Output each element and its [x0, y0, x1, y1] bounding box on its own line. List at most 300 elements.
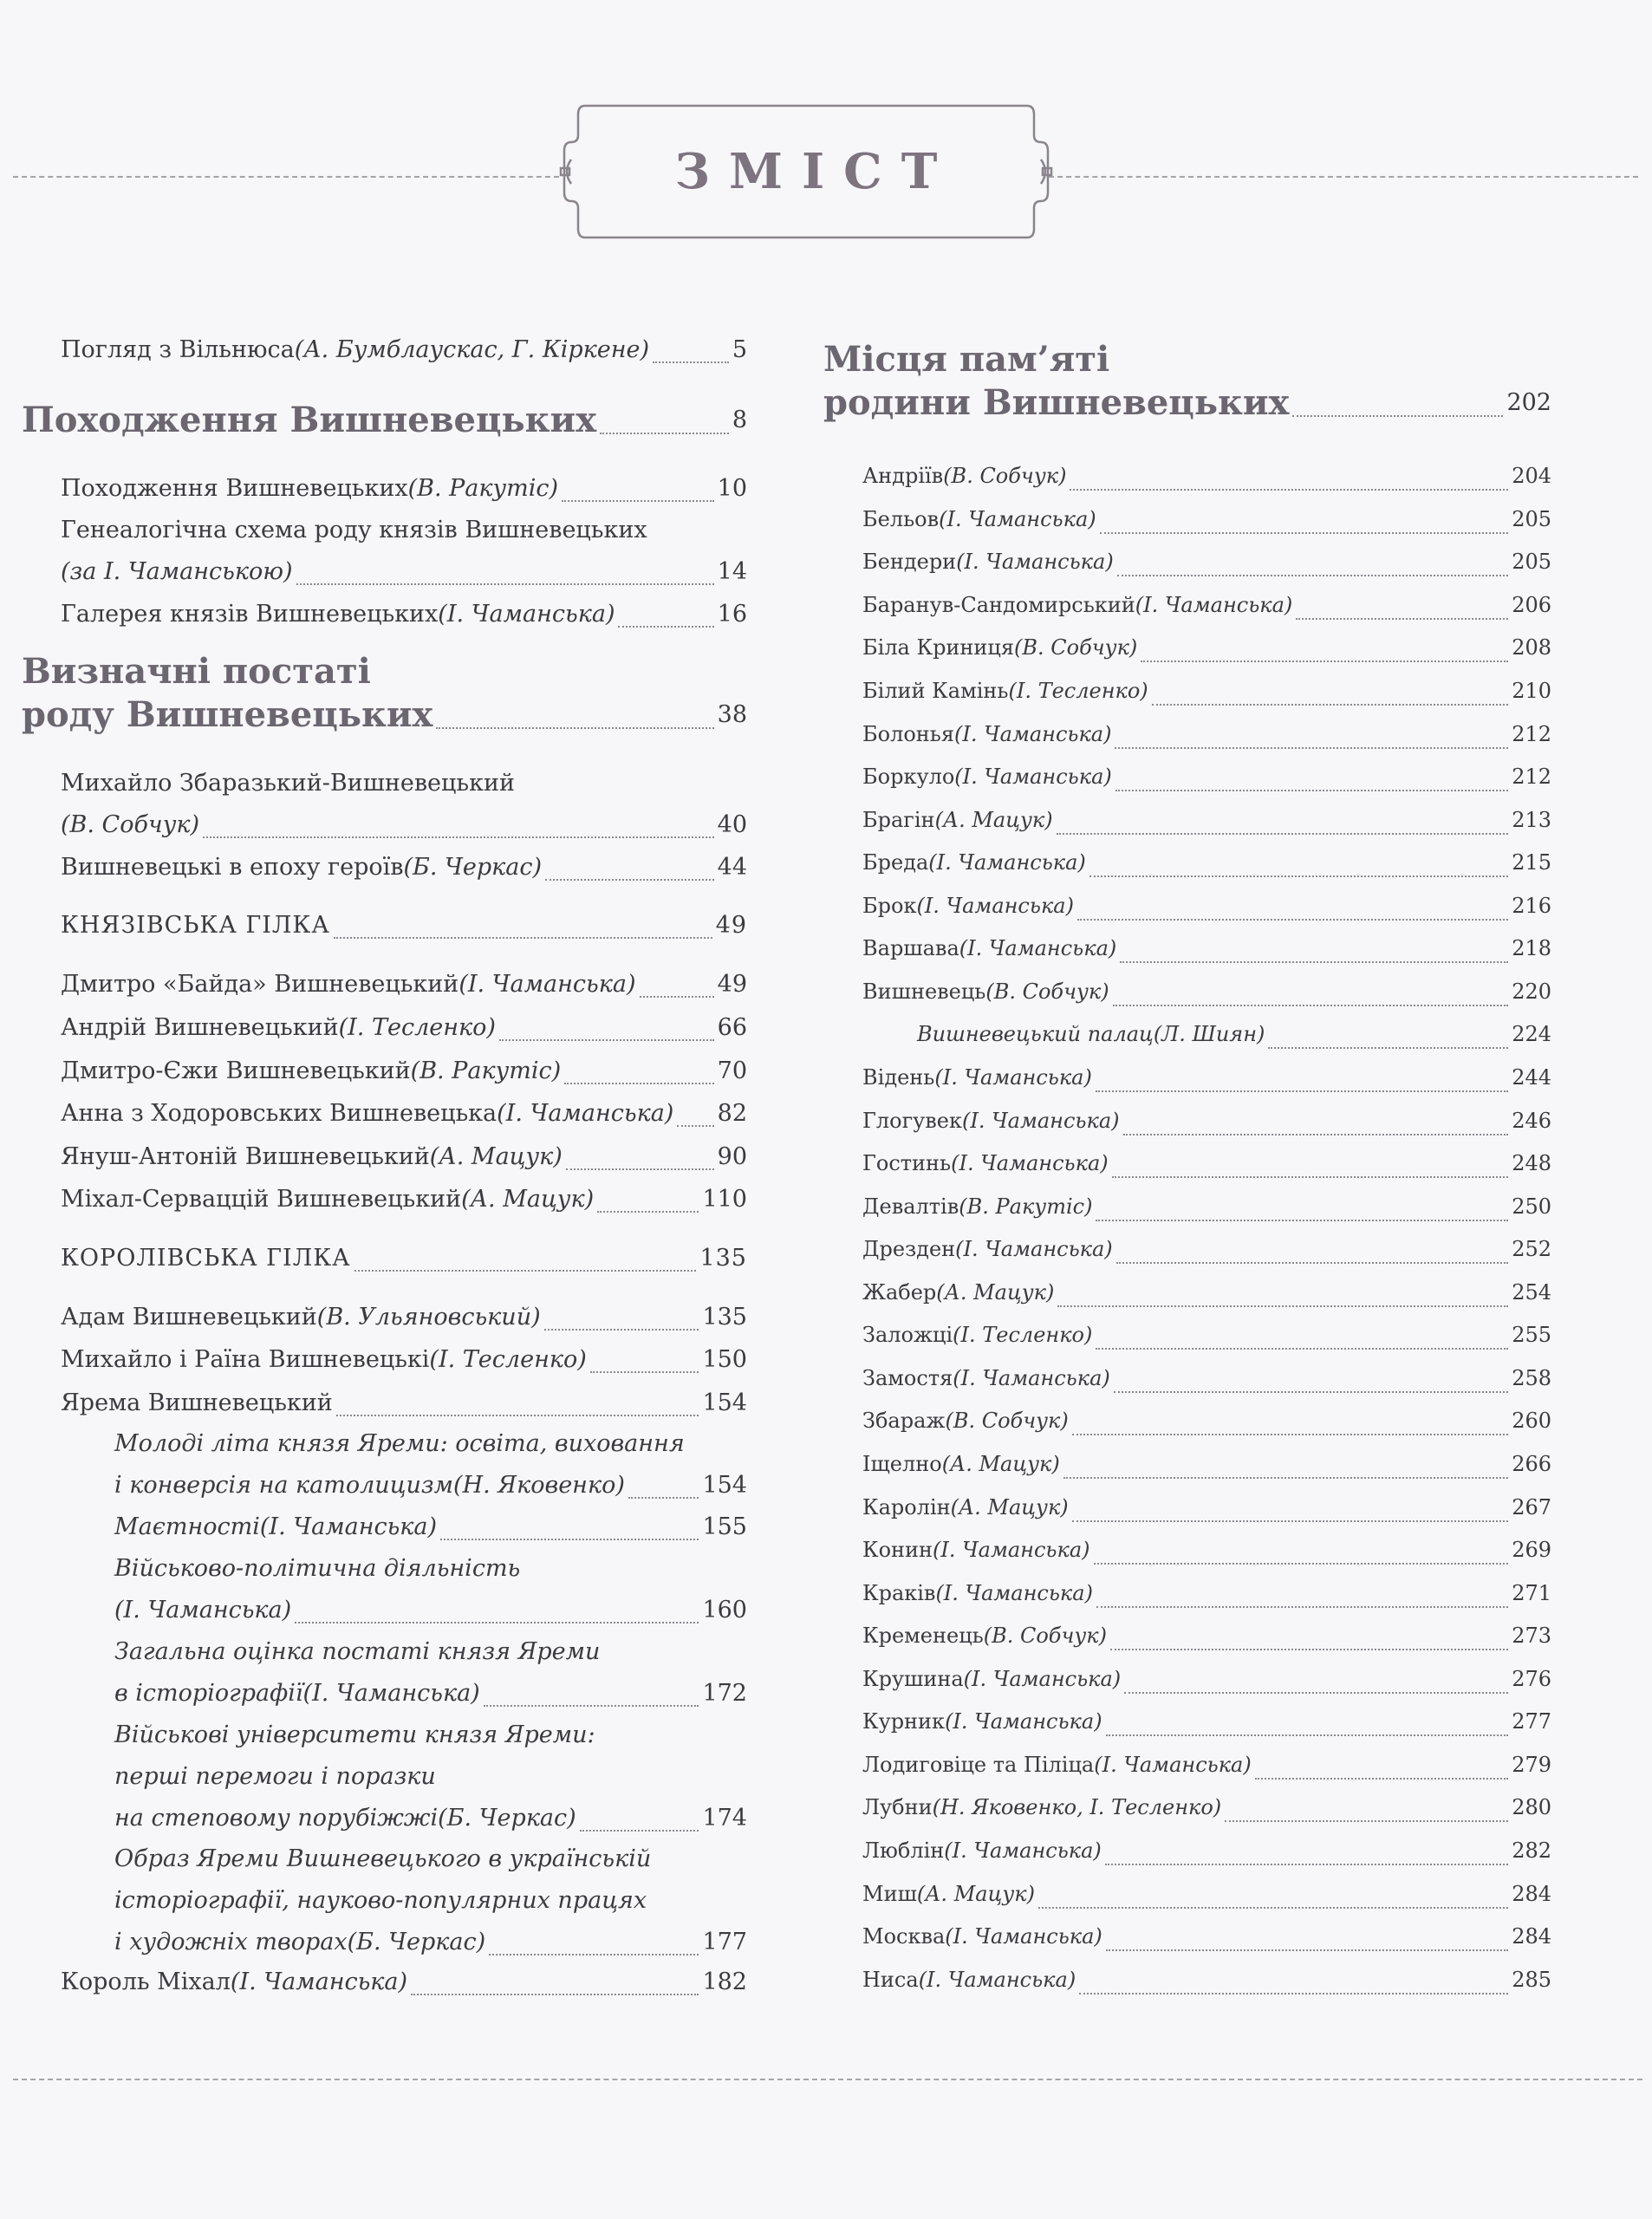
toc-entry-text: на степовому порубіжжі	[114, 1805, 439, 1832]
toc-entry	[61, 905, 747, 947]
toc-entry-author: (І. Тесленко)	[953, 1323, 1093, 1347]
toc-page-number: 44	[717, 854, 747, 881]
toc-entry	[862, 455, 1551, 498]
dot-leader	[1096, 1606, 1508, 1608]
toc-entry-author: (Н. Яковенко, І. Тесленко)	[932, 1795, 1222, 1819]
toc-entry-title	[862, 584, 1551, 628]
toc-entry-text: в історіографії	[114, 1680, 303, 1707]
toc-entry-author: (В. Ракутіс)	[410, 1057, 562, 1084]
toc-entry-title	[61, 1093, 747, 1135]
toc-entry-text: Курник	[862, 1709, 946, 1734]
toc-entry-author: (І. Чаманська)	[459, 971, 636, 998]
toc-entry-author: (А. Мацук)	[461, 1186, 595, 1213]
toc-entry-title	[61, 1051, 747, 1092]
toc-entry-title	[862, 927, 1551, 971]
toc-entry-author: (І. Чаманська)	[945, 1924, 1102, 1949]
toc-page-number: 271	[1512, 1581, 1551, 1605]
toc-entry-title	[61, 847, 747, 888]
toc-page-number: 213	[1512, 808, 1551, 832]
toc-entry	[114, 1715, 747, 1839]
toc-page-number: 110	[702, 1186, 747, 1213]
toc-entry-title	[862, 1314, 1551, 1357]
toc-entry-author: (І. Чаманська)	[259, 1513, 438, 1540]
toc-entry-title	[862, 1057, 1551, 1100]
toc-entry-text: Кременець	[862, 1624, 984, 1648]
toc-entry	[61, 1007, 747, 1049]
dot-leader	[411, 1994, 699, 1995]
toc-page-number: 216	[1512, 894, 1551, 918]
toc-entry	[862, 1786, 1551, 1830]
toc-entry-text: Анна з Ходоровських Вишневецька	[61, 1100, 498, 1127]
toc-entry-text: Походження Вишневецьких	[61, 475, 408, 502]
toc-entry-text: Походження Вишневецьких	[22, 400, 597, 440]
dot-leader	[544, 1329, 699, 1331]
dot-leader	[1296, 618, 1508, 620]
toc-entry-text: Брок	[862, 894, 917, 918]
dot-leader	[653, 361, 729, 363]
toc-page-number: 204	[1512, 464, 1551, 488]
toc-entry-author: (А. Мацук)	[936, 1280, 1055, 1305]
toc-entry-title	[862, 1786, 1551, 1830]
toc-entry-author: (І. Чаманська)	[1094, 1753, 1252, 1777]
toc-entry-author: (І. Чаманська)	[1135, 593, 1293, 617]
toc-page-number: 218	[1512, 936, 1551, 960]
toc-entry-text: Девалтів	[862, 1194, 959, 1219]
toc-entry-author: (І. Чаманська)	[114, 1597, 292, 1624]
toc-entry-text: Маєтності	[114, 1513, 260, 1540]
toc-page-number: 250	[1512, 1194, 1551, 1219]
toc-entry-title	[823, 381, 1551, 425]
toc-page-number: 269	[1512, 1538, 1551, 1562]
toc-page-number: 8	[732, 407, 747, 433]
toc-entry-text: Михайло і Раїна Вишневецькі	[61, 1346, 430, 1373]
toc-entry-text: Міхал-Серваццій Вишневецький	[61, 1186, 462, 1213]
toc-entry-text: Каролін	[862, 1495, 951, 1519]
toc-page-number: 212	[1512, 765, 1551, 789]
toc-page-number: 266	[1512, 1452, 1551, 1476]
toc-page-number: 285	[1512, 1968, 1551, 1992]
toc-entry-title	[862, 1744, 1551, 1787]
toc-entry-title	[114, 1922, 747, 1963]
dot-leader	[545, 879, 714, 881]
toc-page-number: 280	[1512, 1795, 1551, 1819]
toc-entry	[862, 1959, 1551, 2002]
toc-entry-author: (В. Ракутіс)	[407, 475, 559, 502]
toc-entry	[862, 1658, 1551, 1702]
bottom-rule	[13, 2079, 1642, 2080]
toc-entry-author: (А. Мацук)	[916, 1882, 1035, 1906]
toc-entry	[61, 847, 747, 888]
dot-leader	[1070, 489, 1508, 491]
toc-entry	[862, 1228, 1551, 1272]
dot-leader	[1116, 1262, 1509, 1264]
toc-page-number: 160	[702, 1597, 747, 1624]
toc-entry	[862, 1916, 1551, 1959]
toc-entry-text: Боркуло	[862, 765, 955, 789]
dot-leader	[1057, 1305, 1508, 1307]
toc-entry-text: Збараж	[862, 1409, 946, 1433]
toc-entry-line: Військово-політична діяльність	[114, 1555, 521, 1582]
dot-leader	[1110, 1649, 1508, 1650]
toc-entry	[862, 927, 1551, 971]
toc-page-number: 66	[717, 1014, 747, 1041]
toc-entry	[862, 1272, 1551, 1315]
toc-page-number: 182	[702, 1968, 747, 1995]
toc-page-number: 212	[1512, 722, 1551, 746]
toc-entry-title	[862, 842, 1551, 885]
toc-entry-author: (В. Собчук)	[943, 464, 1067, 488]
dot-leader	[336, 1415, 699, 1416]
toc-entry-title	[61, 1136, 747, 1178]
toc-entry-author: (І. Тесленко)	[429, 1346, 587, 1373]
toc-entry-title	[862, 1529, 1551, 1572]
toc-entry-author: (Б. Черкас)	[347, 1929, 486, 1955]
dot-leader	[1106, 1949, 1508, 1951]
dot-leader	[1096, 1348, 1508, 1350]
toc-entry-author: (І. Чаманська)	[933, 1538, 1090, 1562]
toc-entry	[862, 1400, 1551, 1443]
toc-entry-author: (А. Мацук)	[934, 808, 1053, 832]
toc-entry-title	[862, 1572, 1551, 1616]
toc-entry-text: Андрій Вишневецький	[61, 1014, 339, 1041]
toc-entry	[862, 1142, 1551, 1186]
dot-leader	[566, 1168, 714, 1170]
toc-entry	[61, 1238, 747, 1279]
dot-leader	[1123, 1134, 1509, 1136]
toc-entry-title	[61, 1339, 747, 1381]
toc-entry-author: (І. Тесленко)	[1008, 679, 1148, 703]
toc-entry	[862, 756, 1551, 799]
toc-entry	[862, 670, 1551, 713]
toc-entry	[862, 627, 1551, 670]
dot-leader	[295, 1622, 699, 1624]
toc-page-number: 260	[1512, 1409, 1551, 1433]
dot-leader	[1038, 1907, 1508, 1909]
toc-entry-author: (І. Чаманська)	[302, 1680, 480, 1707]
toc-entry-text: Бельов	[862, 507, 940, 531]
toc-entry-text: Андріїв	[862, 464, 944, 488]
toc-page-number: 284	[1512, 1924, 1551, 1949]
dot-leader	[1114, 1391, 1508, 1393]
toc-entry-text: Дмитро-Єжи Вишневецький	[61, 1057, 411, 1084]
dot-leader	[580, 1830, 699, 1832]
toc-entry-line: перші перемоги і поразки	[114, 1763, 436, 1790]
toc-entry-text: Миш	[862, 1882, 917, 1906]
toc-entry	[862, 541, 1551, 584]
toc-entry-title	[61, 551, 747, 593]
toc-page-number: 210	[1512, 679, 1551, 703]
toc-entry-title	[862, 541, 1551, 584]
toc-entry-title	[862, 670, 1551, 713]
toc-entry-text: родини Вишневецьких	[823, 382, 1290, 423]
toc-entry-author: (І. Чаманська)	[956, 550, 1114, 574]
toc-entry-text: Гостинь	[862, 1151, 952, 1175]
dot-leader	[677, 1125, 713, 1127]
toc-entry-author: (І. Тесленко)	[338, 1014, 496, 1041]
toc-entry	[61, 1297, 747, 1338]
toc-entry-author: (І. Чаманська)	[953, 1366, 1110, 1390]
toc-entry	[862, 1744, 1551, 1787]
toc-page-number: 258	[1512, 1366, 1551, 1390]
dot-leader	[600, 433, 729, 434]
dot-leader	[1255, 1778, 1508, 1780]
toc-entry	[61, 1339, 747, 1381]
toc-page-number: 208	[1512, 635, 1551, 660]
toc-entry-line: Генеалогічна схема роду князів Вишневецьких	[61, 517, 647, 543]
toc-entry-text: і художніх творах	[114, 1929, 348, 1955]
toc-entry-text: Дмитро «Байда» Вишневецький	[61, 971, 459, 998]
toc-entry-title	[862, 1959, 1551, 2002]
toc-entry-text: Адам Вишневецький	[61, 1304, 317, 1331]
toc-page-number: 279	[1512, 1753, 1551, 1777]
toc-page-number: 135	[699, 1245, 747, 1272]
toc-page-number: 284	[1512, 1882, 1551, 1906]
dot-leader	[354, 1270, 697, 1272]
toc-page-number: 90	[717, 1143, 747, 1170]
toc-entry-line: Місця пам’яті	[823, 339, 1110, 380]
dot-leader	[1113, 1005, 1509, 1006]
toc-entry	[114, 1548, 747, 1631]
toc-entry	[862, 1057, 1551, 1100]
toc-entry-text: Януш-Антоній Вишневецький	[61, 1143, 430, 1170]
toc-page-number: 174	[702, 1805, 747, 1832]
toc-entry	[61, 964, 747, 1005]
toc-page-number: 277	[1512, 1709, 1551, 1734]
toc-entry-line: Визначні постаті	[22, 651, 371, 692]
toc-entry	[862, 1443, 1551, 1487]
toc-entry-text: Бендери	[862, 550, 957, 574]
toc-entry-title	[862, 971, 1551, 1014]
toc-entry	[862, 799, 1551, 843]
toc-entry-author: (І. Чаманська)	[934, 1065, 1092, 1090]
title-frame	[559, 102, 1053, 241]
toc-entry-text: Ниса	[862, 1968, 919, 1992]
dot-leader	[499, 1039, 714, 1041]
toc-entry-text: Вишневець	[862, 979, 986, 1004]
toc-entry-author: (І. Чаманська)	[962, 1109, 1120, 1133]
toc-entry-title	[862, 1272, 1551, 1315]
toc-entry	[862, 1100, 1551, 1143]
toc-page-number: 10	[717, 475, 747, 502]
toc-page-number: 40	[717, 811, 747, 838]
toc-entry-title	[862, 713, 1551, 757]
toc-entry	[61, 594, 747, 635]
toc-page-number: 205	[1512, 550, 1551, 574]
toc-entry-title	[61, 468, 747, 510]
toc-page-number: 205	[1512, 507, 1551, 531]
toc-entry	[862, 1572, 1551, 1616]
toc-entry	[61, 763, 747, 846]
toc-entry-title	[862, 1615, 1551, 1658]
toc-entry-author: (Н. Яковенко)	[453, 1472, 625, 1499]
toc-entry-text: Замостя	[862, 1366, 953, 1390]
dot-leader	[590, 1371, 699, 1373]
toc-entry-author: (І. Чаманська)	[955, 1237, 1113, 1261]
dot-leader	[203, 836, 714, 838]
toc-entry-title	[862, 1916, 1551, 1959]
toc-entry-text: і конверсія на католицизм	[114, 1472, 454, 1499]
toc-entry	[862, 1873, 1551, 1916]
toc-entry-title	[917, 1013, 1551, 1057]
toc-entry-author: (А. Мацук)	[429, 1143, 563, 1170]
toc-entry-text: Білий Камінь	[862, 679, 1009, 703]
toc-entry-author: (Б. Черкас)	[403, 854, 543, 881]
toc-entry-author: (А. Мацук)	[950, 1495, 1069, 1519]
dot-leader	[1089, 875, 1508, 877]
toc-entry-text: Біла Криниця	[862, 635, 1014, 660]
toc-entry-author: (І. Чаманська)	[916, 894, 1074, 918]
toc-entry-text: Лубни	[862, 1795, 933, 1819]
dot-leader	[1292, 415, 1503, 417]
toc-entry-line: Михайло Збаразький-Вишневецький	[61, 770, 515, 797]
toc-page-number: 202	[1506, 389, 1551, 416]
toc-entry	[61, 1136, 747, 1178]
toc-entry	[61, 329, 747, 371]
toc-entry	[862, 1529, 1551, 1572]
toc-entry	[862, 971, 1551, 1014]
toc-entry-title	[114, 1590, 747, 1631]
dot-leader	[436, 727, 713, 729]
dot-leader	[1115, 790, 1508, 791]
toc-entry-text: Жабер	[862, 1280, 937, 1305]
toc-page-number: 16	[717, 601, 747, 628]
toc-page-number: 49	[717, 971, 747, 998]
dot-leader	[618, 626, 713, 628]
toc-entry-author: (Л. Шиян)	[1153, 1022, 1265, 1046]
toc-entry-text: Вишневецький палац	[917, 1022, 1154, 1046]
dot-leader	[484, 1705, 699, 1707]
toc-entry-author: (І. Чаманська)	[497, 1100, 674, 1127]
dot-leader	[1268, 1047, 1508, 1049]
toc-entry-text: Крушина	[862, 1667, 964, 1691]
toc-entry-text: Люблін	[862, 1838, 945, 1863]
toc-entry-line: історіографії, науково-популярних працях	[114, 1887, 647, 1914]
dot-leader	[1057, 833, 1509, 835]
toc-entry	[22, 650, 747, 737]
toc-entry-author: (І. Чаманська)	[438, 601, 615, 628]
dot-leader	[562, 500, 714, 502]
toc-entry	[862, 885, 1551, 928]
toc-entry-title	[61, 905, 747, 947]
toc-entry-text: Варшава	[862, 936, 959, 960]
toc-entry-text: Краків	[862, 1581, 936, 1605]
dot-leader	[1063, 1477, 1508, 1479]
toc-entry	[114, 1838, 747, 1963]
toc-entry-title	[862, 1701, 1551, 1744]
toc-entry-title	[22, 693, 747, 737]
toc-entry-author: (І. Чаманська)	[939, 507, 1096, 531]
toc-entry-title	[61, 329, 747, 371]
dot-leader	[1096, 1090, 1508, 1092]
toc-entry	[862, 713, 1551, 757]
toc-page-number: 135	[702, 1304, 747, 1331]
toc-entry	[862, 498, 1551, 542]
toc-entry-title	[862, 1830, 1551, 1873]
dot-leader	[597, 1211, 699, 1213]
toc-entry-title	[862, 1487, 1551, 1530]
dot-leader	[296, 583, 714, 585]
toc-entry	[862, 1615, 1551, 1658]
toc-entry-author: (І. Чаманська)	[959, 936, 1117, 960]
dot-leader	[1112, 1176, 1509, 1178]
toc-entry-author: (І. Чаманська)	[945, 1709, 1102, 1734]
dot-leader	[1106, 1734, 1509, 1736]
toc-entry-author: (В. Собчук)	[61, 811, 200, 838]
toc-entry-author: (В. Собчук)	[1014, 635, 1138, 660]
toc-entry-author: (І. Чаманська)	[954, 765, 1112, 789]
toc-page-number: 276	[1512, 1667, 1551, 1691]
toc-entry-text: КОРОЛІВСЬКА ГІЛКА	[61, 1245, 351, 1272]
dot-leader	[334, 937, 712, 939]
toc-entry-text: Заложці	[862, 1323, 953, 1347]
toc-page-number: 252	[1512, 1237, 1551, 1261]
dot-leader	[1117, 575, 1509, 576]
toc-page-number: 38	[717, 701, 747, 728]
toc-entry-text: Вишневецькі в епоху героїв	[61, 854, 404, 881]
toc-entry-author: (В. Собчук)	[985, 979, 1109, 1004]
toc-entry-title	[114, 1673, 747, 1715]
dot-leader	[1079, 1993, 1508, 1994]
toc-entry-author: (І. Чаманська)	[953, 722, 1112, 746]
dot-leader	[1096, 1220, 1508, 1221]
toc-entry	[862, 1357, 1551, 1401]
toc-entry-title	[862, 799, 1551, 843]
dot-leader	[564, 1083, 714, 1084]
toc-entry-author: (В. Собчук)	[945, 1409, 1069, 1433]
toc-entry-title	[862, 1100, 1551, 1143]
toc-entry-text: Король Міхал	[61, 1968, 231, 1995]
toc-entry	[61, 1962, 747, 2003]
toc-entry	[862, 842, 1551, 885]
toc-entry-text: КНЯЗІВСЬКА ГІЛКА	[61, 912, 330, 939]
toc-entry-text: Погляд з Вільнюса	[61, 336, 295, 363]
toc-entry-title	[862, 1873, 1551, 1916]
toc-entry-title	[862, 627, 1551, 670]
toc-entry-title	[862, 1400, 1551, 1443]
toc-page-number: 267	[1512, 1495, 1551, 1519]
toc-entry-title	[114, 1465, 747, 1506]
toc-entry-author: (В. Ульяновський)	[316, 1304, 541, 1331]
toc-entry-author: (А. Бумблаускас, Г. Кіркене)	[294, 336, 650, 363]
toc-entry	[61, 468, 747, 510]
dot-leader	[1100, 532, 1509, 534]
dot-leader	[440, 1539, 699, 1540]
toc-page-number: 150	[702, 1346, 747, 1373]
toc-entry	[114, 1631, 747, 1715]
toc-page-number: 155	[702, 1513, 747, 1540]
dot-leader	[1072, 1434, 1508, 1435]
toc-entry-text: Болонья	[862, 722, 954, 746]
toc-entry	[114, 1423, 747, 1506]
toc-page-number: 5	[732, 336, 747, 363]
toc-entry-text: Ярема Вишневецький	[61, 1389, 333, 1416]
toc-page-number: 255	[1512, 1323, 1551, 1347]
toc-entry-title	[862, 455, 1551, 498]
toc-entry-title	[862, 1228, 1551, 1272]
toc-entry-title	[862, 756, 1551, 799]
toc-page-number: 154	[702, 1389, 747, 1416]
toc-entry-author: (за І. Чаманською)	[61, 558, 293, 585]
toc-entry-author: (В. Ракутіс)	[959, 1194, 1093, 1219]
toc-entry-text: Іщелно	[862, 1452, 942, 1476]
toc-entry	[862, 1186, 1551, 1229]
toc-page-number: 224	[1512, 1022, 1551, 1046]
top-rule-right	[1049, 176, 1638, 178]
toc-page-number: 282	[1512, 1838, 1551, 1863]
dot-leader	[1072, 1520, 1509, 1522]
dot-leader	[1094, 1563, 1509, 1565]
toc-entry-author: (І. Чаманська)	[928, 850, 1086, 875]
